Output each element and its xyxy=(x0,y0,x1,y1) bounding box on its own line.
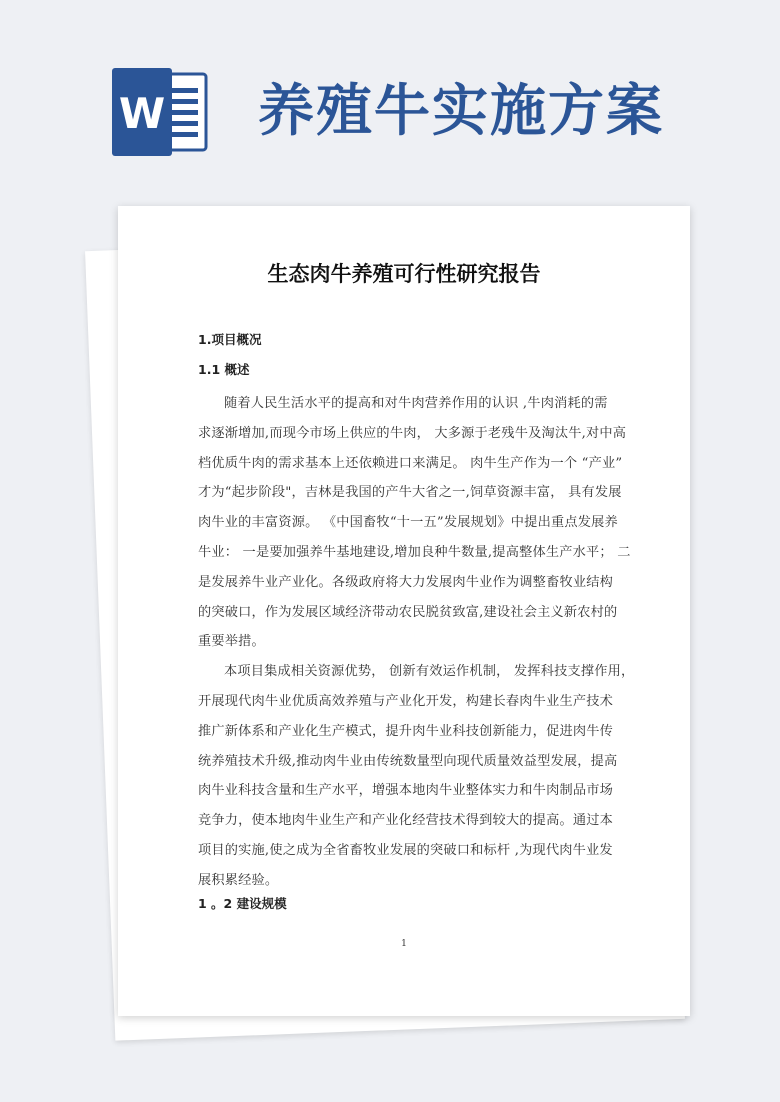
text-line: 统养殖技术升级,推动肉牛业由传统数量型向现代质量效益型发展，提高 xyxy=(198,753,618,769)
text-line: 求逐渐增加,而现今市场上供应的牛肉， 大多源于老残牛及淘汰牛,对中高 xyxy=(198,425,627,441)
text-line: 展积累经验。 xyxy=(198,872,279,888)
text-line: 肉牛业的丰富资源。 《中国畜牧“十一五”发展规划》中提出重点发展养 xyxy=(198,515,618,531)
text-line: 牛业： 一是要加强养牛基地建设,增加良种牛数量,提高整体生产水平； 二 xyxy=(198,544,631,560)
text-line: 才为“起步阶段"，吉林是我国的产牛大省之一,饲草资源丰富， 具有发展 xyxy=(198,485,622,501)
text-line: 本项目集成相关资源优势， 创新有效运作机制， 发挥科技支撑作用， xyxy=(224,664,635,680)
document-title: 生态肉牛养殖可行性研究报告 xyxy=(267,261,541,286)
text-line: 推广新体系和产业化生产模式，提升肉牛业科技创新能力，促进肉牛传 xyxy=(198,723,614,739)
text-line: 开展现代肉牛业优质高效养殖与产业化开发，构建长春肉牛业生产技术 xyxy=(198,693,614,709)
subsection-heading: 1 。2 建设规模 xyxy=(198,896,287,911)
document-body xyxy=(198,389,635,896)
text-line: 随着人民生活水平的提高和对牛肉营养作用的认识 ,牛肉消耗的需 xyxy=(224,396,608,411)
document-page xyxy=(118,206,690,1016)
text-line: 是发展养牛业产业化。各级政府将大力发展肉牛业作为调整畜牧业结构 xyxy=(198,574,614,590)
banner-title: 养殖牛实施方案 xyxy=(258,79,664,144)
text-line: 竞争力，使本地肉牛业生产和产业化经营技术得到较大的提高。通过本 xyxy=(198,813,614,829)
text-line: 肉牛业科技含量和生产水平，增强本地肉牛业整体实力和牛肉制品市场 xyxy=(198,783,614,799)
section-heading: 1.项目概况 xyxy=(198,332,262,347)
text-line: 档优质牛肉的需求基本上还依赖进口来满足。 肉牛生产作为一个 “产业” xyxy=(198,455,623,471)
word-icon-letter: W xyxy=(118,89,166,138)
text-line: 重要举措。 xyxy=(198,634,265,650)
page-number: 1 xyxy=(401,939,407,949)
word-icon xyxy=(112,68,208,156)
subsection-heading: 1.1 概述 xyxy=(198,362,250,377)
text-line: 的突破口，作为发展区域经济带动农民脱贫致富,建设社会主义新农村的 xyxy=(198,604,618,620)
text-line: 项目的实施,使之成为全省畜牧业发展的突破口和标杆 ,为现代肉牛业发 xyxy=(198,842,613,858)
